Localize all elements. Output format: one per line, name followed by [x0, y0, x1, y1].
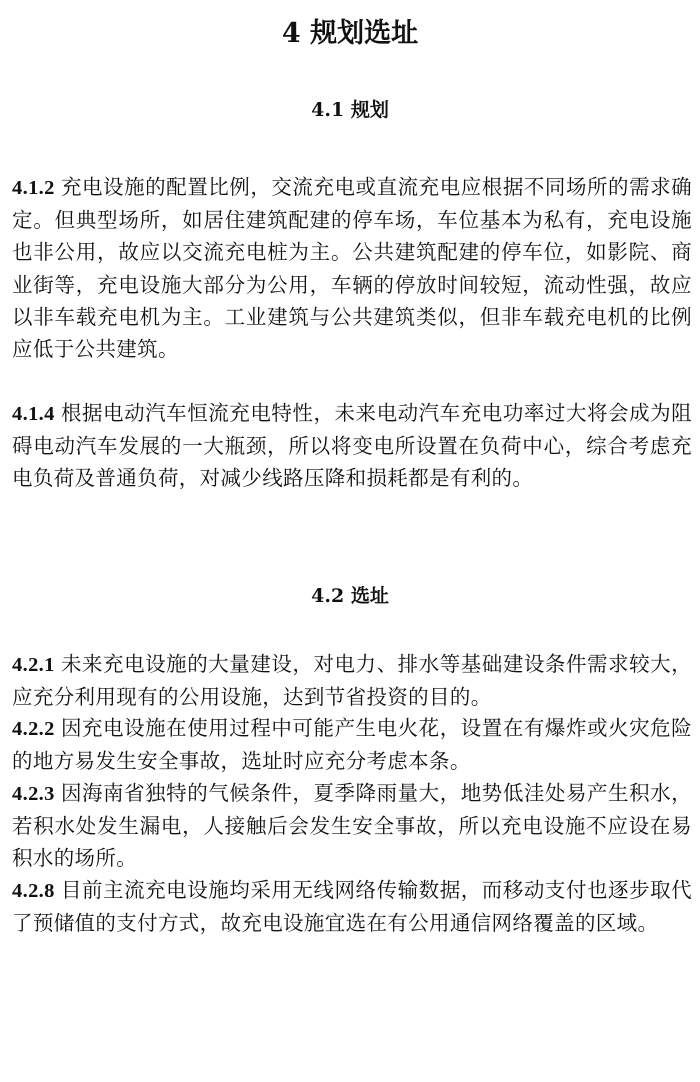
clause-number: 4.2.1: [12, 654, 55, 676]
clause-number: 4.2.3: [12, 783, 55, 805]
clause-4-2-1: [12, 648, 692, 713]
clause-text: 未来充电设施的大量建设，对电力、排水等基础建设条件需求较大，应充分利用现有的公用设施，达到节省投资的目的。: [12, 652, 692, 710]
chapter-title: 4 规划选址: [281, 18, 419, 49]
clause-4-2-8: [12, 874, 692, 939]
clause-4-1-2: [12, 171, 692, 365]
section-title-site-selection: 4.2 选址: [311, 585, 389, 607]
clause-text: 因海南省独特的气候条件，夏季降雨量大，地势低洼处易产生积水，若积水处发生漏电，人接触后会发生安全事故，所以充电设施不应设在易积水的场所。: [12, 781, 692, 871]
clause-text: 根据电动汽车恒流充电特性，未来电动汽车充电功率过大将会成为阻碍电动汽车发展的一大瓶颈，所以将变电所设置在负荷中心，综合考虑充电负荷及普通负荷，对减少线路压降和损耗都是有利的。: [12, 401, 692, 491]
clause-text: 因充电设施在使用过程中可能产生电火花，设置在有爆炸或火灾危险的地方易发生安全事故，选址时应充分考虑本条。: [12, 716, 692, 774]
clause-text: 充电设施的配置比例，交流充电或直流充电应根据不同场所的需求确定。但典型场所，如居住建筑配建的停车场，车位基本为私有，充电设施也非公用，故应以交流充电桩为主。公共建筑配建的停车位，如影院、商业街等，充电设施大部分为公用，车辆的停放时间较短，流动性强，故应以非车载充电机为主。工业建筑与公共建筑类似，但非车载充电机的比例应低于公共建筑。: [12, 175, 692, 362]
clause-number: 4.2.2: [12, 718, 55, 740]
clause-4-1-4: [12, 397, 692, 495]
clause-4-2-2: [12, 712, 692, 777]
section-title-planning: 4.1 规划: [311, 99, 389, 121]
clause-number: 4.1.4: [12, 403, 55, 425]
clause-number: 4.1.2: [12, 177, 55, 199]
clause-text: 目前主流充电设施均采用无线网络传输数据，而移动支付也逐步取代了预储值的支付方式，故充电设施宜选在有公用通信网络覆盖的区域。: [12, 878, 692, 936]
clause-4-2-3: [12, 777, 692, 875]
clause-number: 4.2.8: [12, 880, 55, 902]
